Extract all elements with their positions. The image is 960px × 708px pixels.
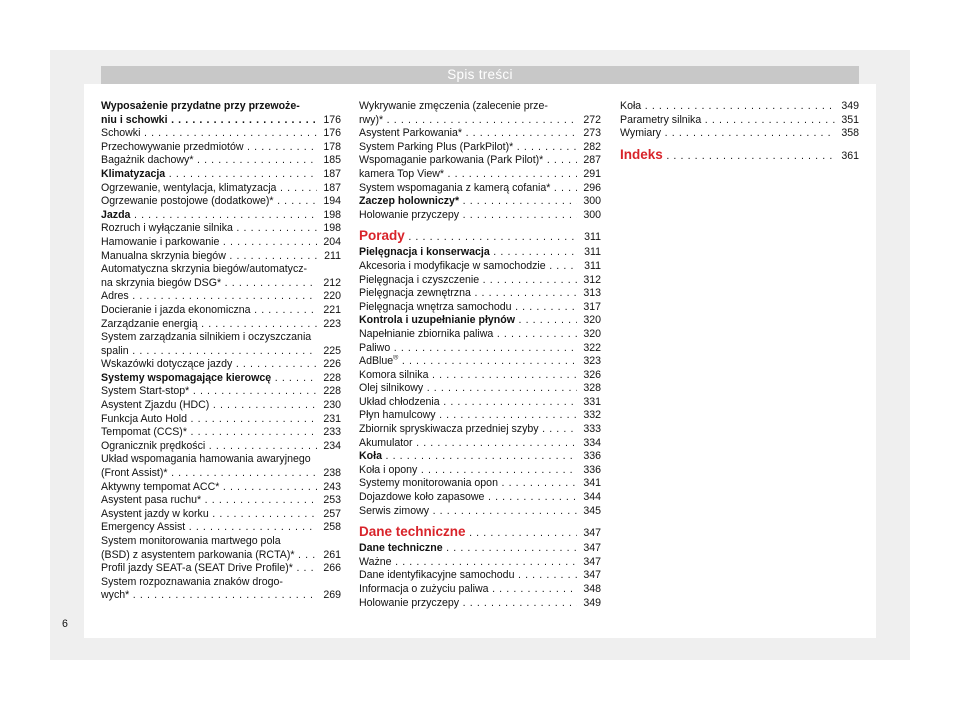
toc-section-porady[interactable]: [359, 228, 601, 243]
toc-entry-rozruch-i-wylaczanie-silnika[interactable]: [101, 222, 341, 236]
toc-page-number: 348: [583, 583, 601, 595]
page-number: 6: [62, 618, 68, 630]
toc-entry-przechowywanie-przedmiotow[interactable]: [101, 141, 341, 155]
toc-page-number: 351: [841, 113, 859, 126]
toc-entry-text: (Front Assist)* . . .: [101, 467, 317, 481]
toc-page-number: 331: [583, 395, 601, 408]
toc-entry-kamera-top-view[interactable]: [359, 168, 601, 182]
toc-section-dane-techniczne[interactable]: [359, 524, 601, 539]
toc-column-3: [620, 100, 859, 165]
toc-entry-text: Przechowywanie przedmiotów: [101, 140, 244, 153]
toc-page-number: 221: [323, 303, 341, 316]
toc-entry-text: Akcesoria i modyfikacje w samochodzie: [359, 259, 546, 272]
toc-page-number: 328: [583, 382, 601, 395]
toc-entry-text: Dojazdowe koło zapasowe: [359, 491, 485, 504]
toc-entry-docieranie-i-jazda-ekonomiczna[interactable]: [101, 304, 341, 318]
toc-section-title: Indeks: [620, 146, 663, 162]
toc-entry-wazne[interactable]: [359, 556, 601, 570]
toc-page-number: 231: [323, 412, 341, 425]
toc-entry-text: Układ wspomagania hamowania awaryjnego: [101, 453, 311, 466]
toc-entry-text: Tempomat (CCS)*: [101, 426, 187, 439]
toc-entry-kola[interactable]: [620, 100, 859, 114]
toc-entry-text: System rozpoznawania znaków drogo-: [101, 575, 283, 588]
toc-entry-manualna-skrzynia-biegow[interactable]: [101, 250, 341, 264]
toc-entry-akumulator[interactable]: [359, 437, 601, 451]
toc-entry-dane-techniczne[interactable]: [359, 542, 601, 556]
toc-page-number: 238: [323, 467, 341, 480]
toc-entry-text: System monitorowania martwego pola: [101, 535, 281, 547]
toc-entry-text: Serwis zimowy: [359, 504, 430, 517]
toc-entry-ogrzewanie-postojowe-dodatkowe[interactable]: [101, 195, 341, 209]
toc-entry-text: Jazda: [101, 208, 131, 221]
toc-entry-text: System Parking Plus (ParkPilot)*: [359, 140, 514, 153]
toc-page-number: 358: [841, 127, 859, 140]
toc-page-number: 347: [583, 542, 601, 555]
toc-page-number: 326: [583, 368, 601, 381]
toc-entry-hamowanie-i-parkowanie[interactable]: [101, 236, 341, 250]
toc-entry-text: Informacja o zużyciu paliwa: [359, 583, 489, 595]
toc-entry-text: Rozruch i wyłączanie silnika: [101, 222, 233, 235]
toc-page-number: 258: [323, 521, 341, 534]
toc-entry-text: Ogranicznik prędkości: [101, 439, 206, 452]
toc-entry-text: Klimatyzacja: [101, 167, 166, 180]
toc-page-number: 194: [323, 195, 341, 208]
toc-entry-text: Manualna skrzynia biegów: [101, 249, 226, 262]
toc-entry-text: Pielęgnacja zewnętrzna: [359, 287, 471, 300]
toc-entry-text: wych* . . .: [101, 589, 317, 603]
toc-entry-emergency-assist[interactable]: [101, 521, 341, 535]
toc-entry-text: (BSD) z asystentem parkowania (RCTA)* . . .: [101, 549, 317, 563]
toc-entry-zarzadzanie-energia[interactable]: [101, 318, 341, 332]
toc-entry-ogranicznik-predkosci[interactable]: [101, 440, 341, 454]
toc-entry-aktywny-tempomat-acc[interactable]: [101, 481, 341, 495]
toc-entry-text: Pielęgnacja i konserwacja: [359, 246, 490, 259]
toc-entry-text: Holowanie przyczepy: [359, 208, 460, 221]
toc-entry-text: Pielęgnacja i czyszczenie: [359, 273, 480, 286]
toc-page-number: 269: [323, 589, 341, 602]
toc-entry-text: Parametry silnika: [620, 113, 702, 126]
toc-entry-text: Docieranie i jazda ekonomiczna: [101, 303, 251, 316]
toc-page-number: 322: [583, 341, 601, 354]
toc-entry-text: Wyposażenie przydatne przy przewoże-: [101, 100, 300, 112]
toc-entry-text: rwy)* . . .: [359, 114, 577, 128]
toc-entry-text: Dane techniczne: [359, 542, 443, 555]
toc-page-number: 320: [583, 314, 601, 327]
toc-page-number: 347: [583, 569, 601, 582]
toc-entry-text: Profil jazdy SEAT-a (SEAT Drive Profile)*: [101, 562, 293, 575]
toc-entry-text: Wymiary: [620, 127, 662, 140]
toc-page-number: 185: [323, 154, 341, 167]
toc-entry-text: Adres: [101, 290, 129, 303]
toc-entry-text: Systemy wspomagające kierowcę: [101, 371, 272, 384]
toc-page-number: 266: [323, 562, 341, 575]
toc-entry-text: Asystent jazdy w korku: [101, 507, 209, 520]
toc-page-number: 317: [583, 300, 601, 313]
toc-entry-ogrzewanie-wentylacja-klimatyzacja[interactable]: [101, 182, 341, 196]
toc-entry-text: Wykrywanie zmęczenia (zalecenie prze-: [359, 100, 548, 112]
toc-entry-serwis-zimowy[interactable]: [359, 505, 601, 519]
toc-page-number: 311: [584, 259, 601, 272]
toc-page-number: 220: [323, 290, 341, 303]
toc-entry-text: Systemy monitorowania opon: [359, 477, 498, 490]
toc-entry-plyn-hamulcowy[interactable]: [359, 409, 601, 423]
toc-entry-pielegnacja-i-konserwacja[interactable]: [359, 246, 601, 260]
toc-page-number: 211: [324, 249, 341, 262]
toc-entry-komora-silnika[interactable]: [359, 369, 601, 383]
toc-entry-text: System Start-stop*: [101, 385, 190, 398]
toc-entry-text: Wspomaganie parkowania (Park Pilot)*: [359, 154, 544, 167]
toc-page-number: 176: [323, 113, 341, 126]
toc-entry-pielegnacja-i-czyszczenie[interactable]: [359, 274, 601, 288]
toc-entry-funkcja-auto-hold[interactable]: [101, 413, 341, 427]
toc-entry-text: Holowanie przyczepy: [359, 596, 460, 609]
toc-page-number: 300: [583, 208, 601, 221]
toc-page-number: 336: [583, 463, 601, 476]
toc-page-number: 257: [323, 507, 341, 520]
toc-entry-text: spalin . . .: [101, 345, 317, 359]
toc-entry-text: Ogrzewanie postojowe (dodatkowe)*: [101, 195, 274, 208]
toc-page-number: 178: [323, 140, 341, 153]
toc-entry-text: Asystent Parkowania*: [359, 127, 463, 140]
toc-entry-adblue[interactable]: [359, 355, 601, 369]
toc-page-number: 333: [583, 423, 601, 436]
toc-page-number: 228: [323, 371, 341, 384]
toc-page-number: 253: [323, 494, 341, 507]
toc-page-number: 226: [323, 358, 341, 371]
toc-page-number: 341: [583, 477, 601, 490]
toc-page-number: 223: [323, 317, 341, 330]
toc-column-1: [101, 100, 341, 603]
toc-entry-text: Emergency Assist: [101, 521, 186, 534]
toc-entry-adres[interactable]: [101, 290, 341, 304]
toc-page-number: 313: [583, 287, 601, 300]
toc-page-number: 336: [583, 450, 601, 463]
toc-entry-text: Napełnianie zbiornika paliwa: [359, 327, 494, 340]
toc-page-number: 230: [323, 399, 341, 412]
toc-page-number: 312: [583, 273, 601, 286]
toc-entry-system-rozpoznawania-znakow-drogo[interactable]: [101, 576, 341, 603]
toc-entry-pielegnacja-zewnetrzna[interactable]: [359, 287, 601, 301]
toc-entry-bagaznik-dachowy[interactable]: [101, 154, 341, 168]
toc-entry-wyposazenie-przydatne-przy-przewoze[interactable]: [101, 100, 341, 127]
toc-entry-klimatyzacja[interactable]: [101, 168, 341, 182]
toc-entry-system-wspomagania-z-kamera-cofania[interactable]: [359, 182, 601, 196]
toc-entry-uklad-wspomagania-hamowania-awaryjnego[interactable]: [101, 453, 341, 480]
toc-entry-text: Paliwo: [359, 341, 391, 354]
toc-page-number: 347: [583, 527, 601, 540]
toc-page-number: 323: [583, 355, 601, 368]
toc-entry-text: na skrzynia biegów DSG* . . .: [101, 277, 317, 291]
toc-entry-asystent-jazdy-w-korku[interactable]: [101, 508, 341, 522]
toc-page-number: 261: [323, 548, 341, 561]
toc-entry-text: Koła: [620, 100, 642, 112]
toc-entry-systemy-monitorowania-opon[interactable]: [359, 477, 601, 491]
toc-page-number: 287: [583, 154, 601, 167]
toc-entry-wykrywanie-zmeczenia-zalecenie-prze[interactable]: [359, 100, 601, 127]
toc-page-number: 332: [583, 409, 601, 422]
toc-page-number: 273: [583, 127, 601, 140]
toc-column-2: [359, 100, 601, 610]
toc-entry-paliwo[interactable]: [359, 342, 601, 356]
registered-mark: ®: [393, 355, 399, 362]
toc-page-number: 311: [584, 246, 601, 259]
toc-entry-dane-identyfikacyjne-samochodu[interactable]: [359, 569, 601, 583]
toc-entry-text: Koła i opony: [359, 463, 418, 476]
toc-entry-wspomaganie-parkowania-park-pilot[interactable]: [359, 154, 601, 168]
toc-page-number: 320: [583, 327, 601, 340]
toc-entry-profil-jazdy-seat-a-seat-drive-profile[interactable]: [101, 562, 341, 576]
toc-page-number: 228: [323, 385, 341, 398]
toc-entry-text: niu i schowki . . .: [101, 114, 317, 128]
toc-entry-systemy-wspomagajace-kierowce[interactable]: [101, 372, 341, 386]
toc-entry-zbiornik-spryskiwacza-przedniej-szyby[interactable]: [359, 423, 601, 437]
toc-page-number: 345: [583, 504, 601, 517]
toc-entry-text: Funkcja Auto Hold: [101, 412, 187, 425]
toc-page-number: 187: [323, 181, 341, 194]
toc-entry-text: Zbiornik spryskiwacza przedniej szyby: [359, 423, 539, 436]
toc-entry-parametry-silnika[interactable]: [620, 114, 859, 128]
toc-entry-text: Schowki: [101, 127, 141, 140]
toc-entry-text: AdBlue: [359, 355, 394, 368]
toc-entry-text: Zarządzanie energią: [101, 317, 198, 330]
toc-entry-kola[interactable]: [359, 450, 601, 464]
toc-entry-text: Aktywny tempomat ACC*: [101, 480, 220, 493]
toc-page-number: 243: [323, 480, 341, 493]
toc-page-number: 291: [583, 167, 601, 180]
toc-entry-wskazowki-dotyczace-jazdy[interactable]: [101, 358, 341, 372]
toc-page-number: 234: [323, 439, 341, 452]
toc-entry-text: kamera Top View*: [359, 167, 444, 180]
toc-entry-text: Pielęgnacja wnętrza samochodu: [359, 300, 512, 313]
toc-entry-text: Układ chłodzenia: [359, 395, 440, 408]
toc-entry-tempomat-ccs[interactable]: [101, 426, 341, 440]
toc-page-number: 198: [323, 222, 341, 235]
toc-page-number: 282: [583, 140, 601, 153]
toc-entry-text: System zarządzania silnikiem i oczyszczania: [101, 331, 312, 344]
toc-entry-kola-i-opony[interactable]: [359, 464, 601, 478]
toc-entry-pielegnacja-wnetrza-samochodu[interactable]: [359, 301, 601, 315]
toc-entry-text: Automatyczna skrzynia biegów/automatycz-: [101, 263, 308, 276]
toc-page-number: 176: [323, 127, 341, 140]
toc-page-number: 296: [583, 181, 601, 194]
page-header: Spis treści: [101, 66, 859, 84]
toc-entry-text: Kontrola i uzupełnianie płynów: [359, 314, 515, 327]
toc-page-number: 349: [583, 596, 601, 609]
toc-page-number: 361: [841, 149, 859, 162]
toc-entry-text: Komora silnika: [359, 368, 429, 381]
toc-entry-napelnianie-zbiornika-paliwa[interactable]: [359, 328, 601, 342]
toc-entry-automatyczna-skrzynia-biegow-automatycz[interactable]: [101, 263, 341, 290]
toc-entry-text: Bagażnik dachowy*: [101, 154, 194, 167]
toc-entry-informacja-o-zuzyciu-paliwa[interactable]: [359, 583, 601, 597]
toc-entry-text: Koła: [359, 450, 382, 463]
toc-page-number: 272: [583, 113, 601, 126]
toc-entry-jazda[interactable]: [101, 209, 341, 223]
toc-section-indeks[interactable]: [620, 147, 859, 162]
toc-entry-asystent-zjazdu-hdc[interactable]: [101, 399, 341, 413]
toc-entry-text: Zaczep holowniczy*: [359, 195, 460, 208]
toc-entry-text: Wskazówki dotyczące jazdy: [101, 358, 233, 371]
toc-page-number: 198: [323, 208, 341, 221]
toc-page-number: 344: [583, 491, 601, 504]
toc-entry-holowanie-przyczepy[interactable]: [359, 209, 601, 223]
toc-entry-text: Ogrzewanie, wentylacja, klimatyzacja: [101, 181, 277, 194]
toc-entry-text: Asystent Zjazdu (HDC): [101, 399, 210, 412]
toc-entry-text: Olej silnikowy: [359, 382, 424, 395]
toc-page-number: 204: [323, 235, 341, 248]
toc-entry-asystent-parkowania[interactable]: [359, 127, 601, 141]
toc-entry-text: Asystent pasa ruchu*: [101, 494, 202, 507]
toc-page-number: 233: [323, 426, 341, 439]
toc-page-number: 212: [323, 276, 341, 289]
toc-entry-kontrola-i-uzupelnianie-plynow[interactable]: [359, 314, 601, 328]
toc-entry-wymiary[interactable]: [620, 127, 859, 141]
toc-entry-text: Płyn hamulcowy: [359, 409, 436, 422]
toc-page-number: 187: [323, 167, 341, 180]
toc-page-number: 347: [583, 555, 601, 568]
toc-page-number: 334: [583, 436, 601, 449]
toc-page-number: 225: [323, 344, 341, 357]
toc-entry-asystent-pasa-ruchu[interactable]: [101, 494, 341, 508]
toc-entry-olej-silnikowy[interactable]: [359, 382, 601, 396]
toc-entry-system-parking-plus-parkpilot[interactable]: [359, 141, 601, 155]
toc-entry-system-zarzadzania-silnikiem-i-oczyszcza[interactable]: [101, 331, 341, 358]
toc-section-title: Dane techniczne: [359, 524, 466, 540]
toc-page-number: 311: [584, 231, 601, 244]
toc-entry-dojazdowe-kolo-zapasowe[interactable]: [359, 491, 601, 505]
toc-page-number: 349: [841, 100, 859, 112]
toc-entry-text: Hamowanie i parkowanie: [101, 235, 220, 248]
toc-section-title: Porady: [359, 228, 405, 244]
toc-entry-text: Dane identyfikacyjne samochodu: [359, 569, 515, 582]
toc-entry-holowanie-przyczepy[interactable]: [359, 597, 601, 611]
toc-entry-text: Ważne: [359, 555, 392, 568]
toc-page-number: 300: [583, 195, 601, 208]
toc-entry-akcesoria-i-modyfikacje-w-samochodzie[interactable]: [359, 260, 601, 274]
toc-entry-system-monitorowania-martwego-pola[interactable]: [101, 535, 341, 562]
toc-entry-zaczep-holowniczy[interactable]: [359, 195, 601, 209]
toc-entry-text: System wspomagania z kamerą cofania*: [359, 181, 551, 194]
toc-entry-uklad-chlodzenia[interactable]: [359, 396, 601, 410]
toc-entry-text: Akumulator: [359, 436, 413, 449]
toc-entry-system-start-stop[interactable]: [101, 385, 341, 399]
toc-entry-schowki[interactable]: [101, 127, 341, 141]
